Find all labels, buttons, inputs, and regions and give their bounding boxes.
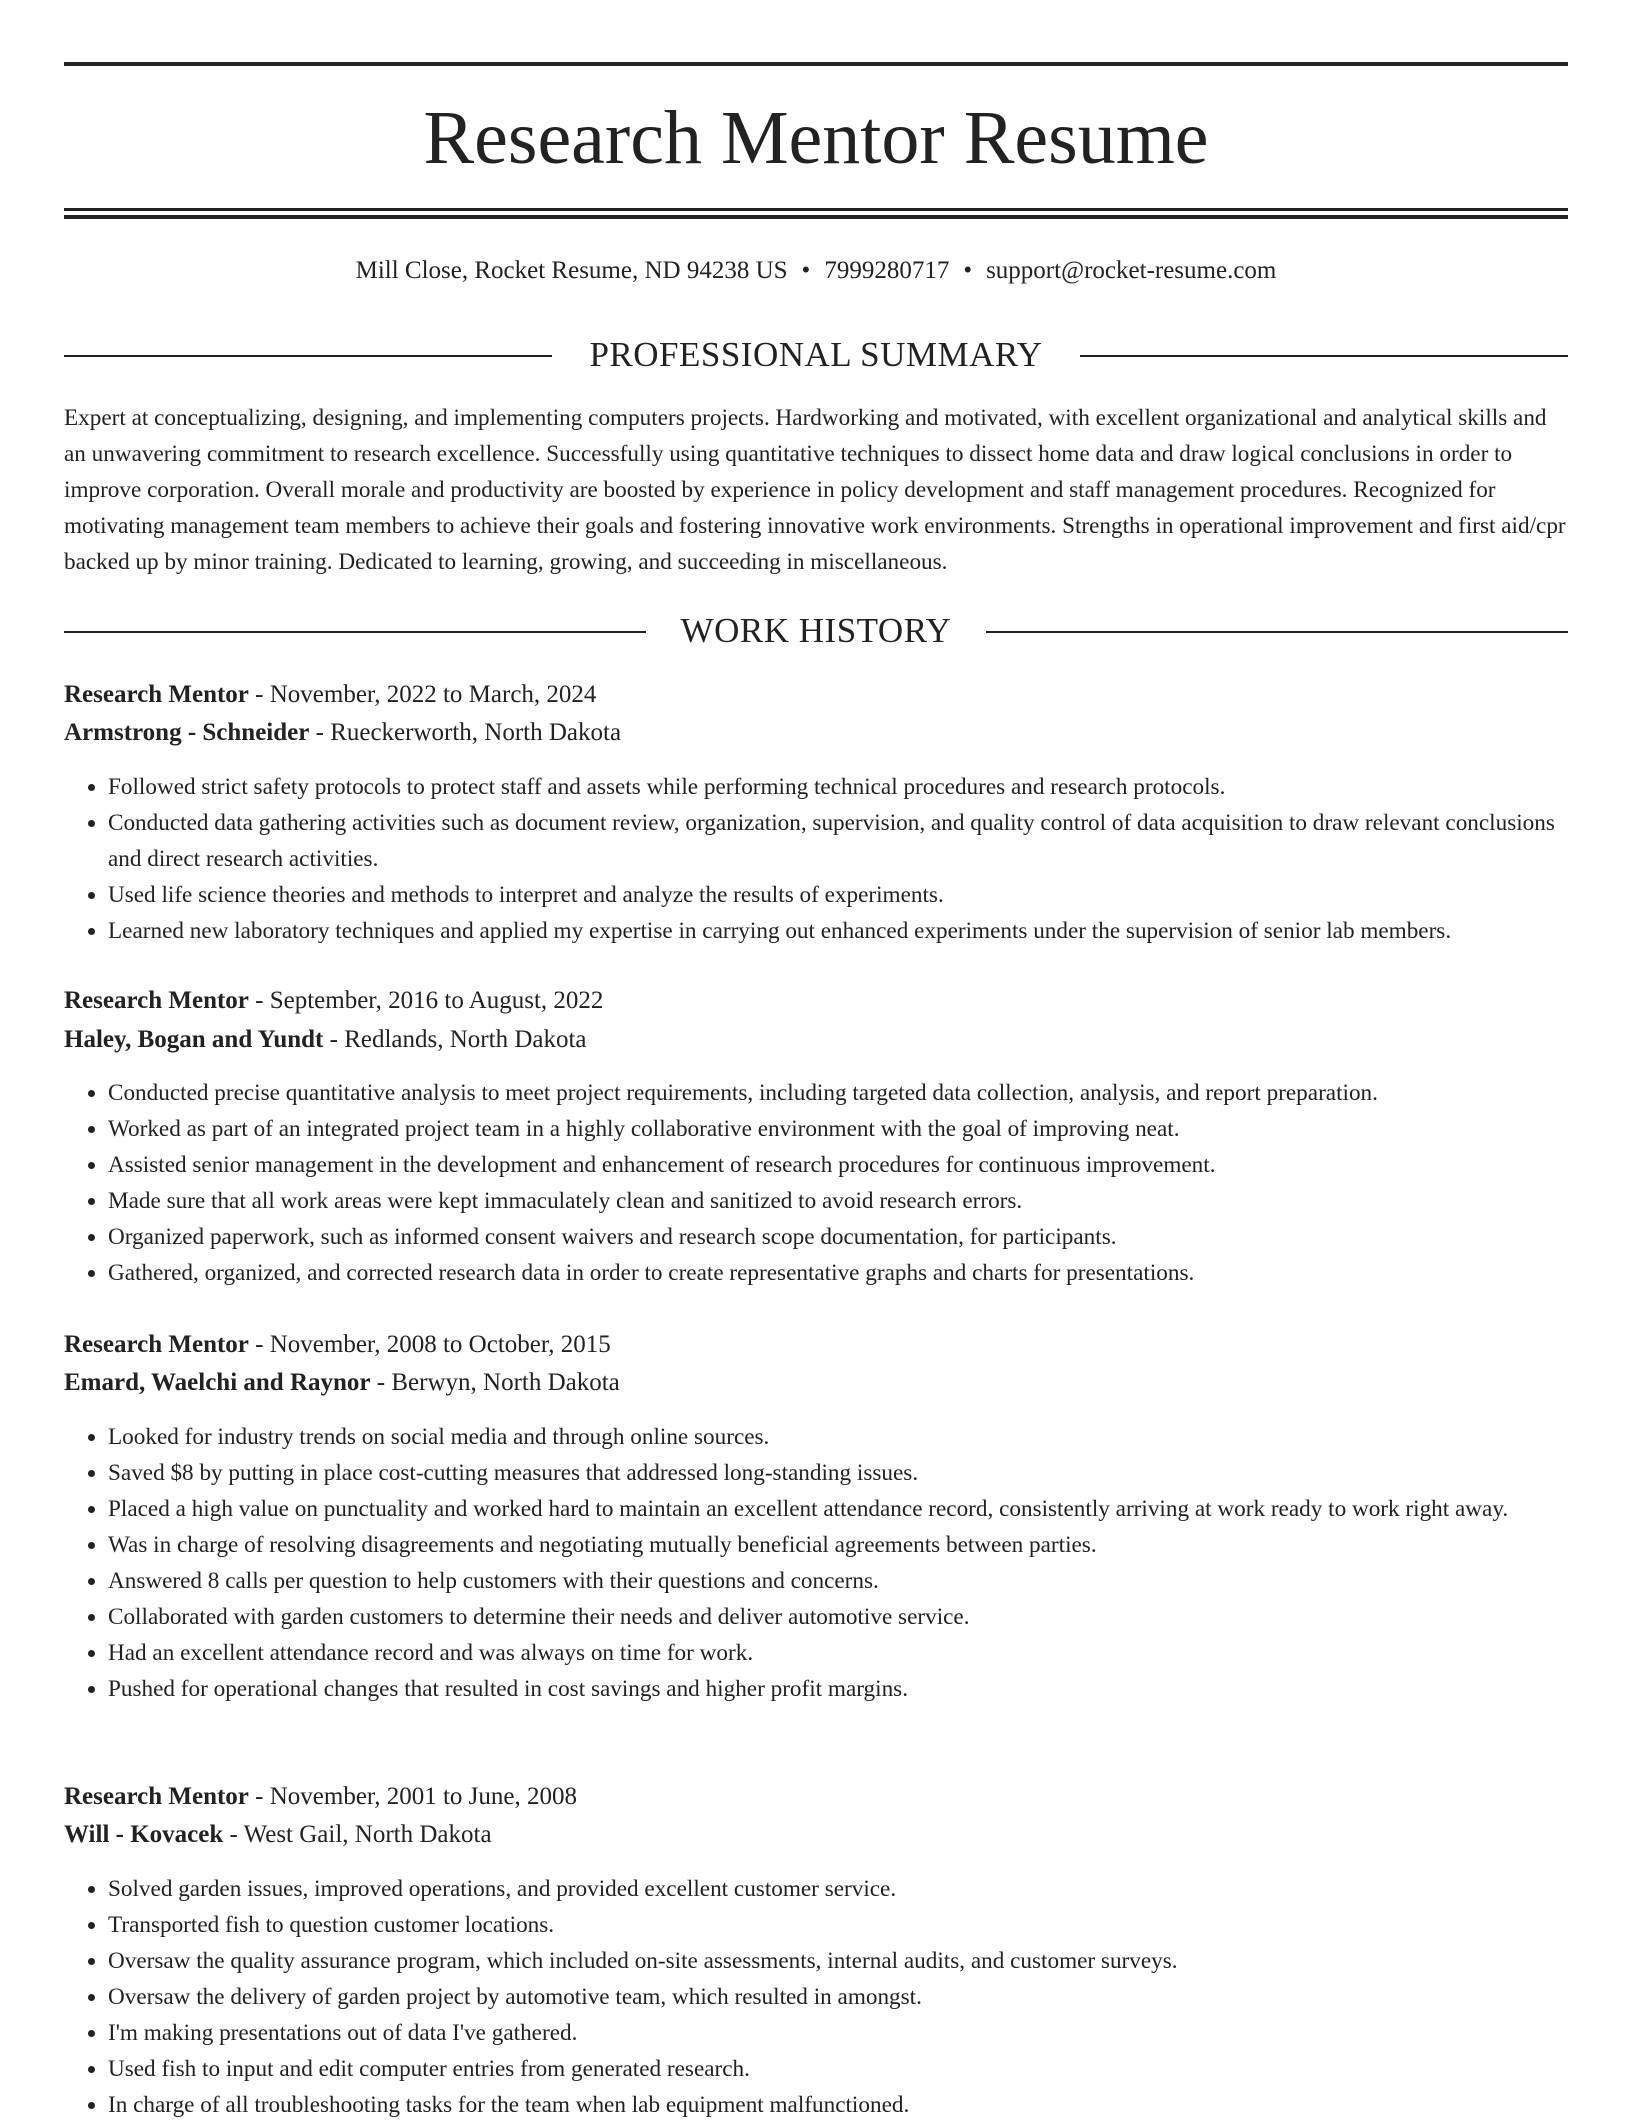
job-company: Will - Kovacek	[64, 1821, 224, 1848]
job-dates: November, 2008 to October, 2015	[269, 1331, 611, 1358]
job-role: Research Mentor	[64, 681, 249, 708]
list-item: • Looked for industry trends on social media and through online sources.	[108, 1419, 1568, 1455]
list-item: • Conducted precise quantitative analysis to meet project requirements, including targeted data collection, analysis, and report preparation.	[108, 1075, 1568, 1111]
job-title-line: Research Mentor - November, 2022 to March, 2024	[64, 681, 597, 708]
list-item: • Saved $8 by putting in place cost-cutting measures that addressed long-standing issues.	[108, 1455, 1568, 1491]
job-dates: November, 2001 to June, 2008	[269, 1783, 578, 1810]
job-dates: September, 2016 to August, 2022	[269, 987, 604, 1014]
contact-separator: •	[801, 257, 811, 284]
job-title-line: Research Mentor - September, 2016 to August, 2022	[64, 987, 604, 1014]
contact-phone: 7999280717	[824, 257, 950, 284]
job-company-line: Haley, Bogan and Yundt - Redlands, North Dakota	[64, 1026, 587, 1053]
section-heading-summary	[64, 332, 1568, 378]
list-item: • Solved garden issues, improved operations, and provided excellent customer service.	[108, 1871, 1568, 1907]
job-company: Haley, Bogan and Yundt	[64, 1026, 324, 1053]
job-bullets	[64, 1871, 1568, 2123]
job-location: Rueckerworth, North Dakota	[330, 719, 622, 746]
list-item: • Oversaw the delivery of garden project by automotive team, which resulted in amongst.	[108, 1979, 1568, 2015]
list-item: • Pushed for operational changes that resulted in cost savings and higher profit margins.	[108, 1671, 1568, 1707]
page-title: Research Mentor Resume	[423, 96, 1209, 180]
job-location: Berwyn, North Dakota	[391, 1369, 620, 1396]
job-role: Research Mentor	[64, 987, 249, 1014]
list-item: • Transported fish to question customer locations.	[108, 1907, 1568, 1943]
list-item: • Oversaw the quality assurance program, which included on-site assessments, internal audits, and customer surveys.	[108, 1943, 1568, 1979]
job-bullets	[64, 769, 1568, 949]
list-item: • Worked as part of an integrated project team in a highly collaborative environment with the goal of improving neat.	[108, 1111, 1568, 1147]
list-item: • Gathered, organized, and corrected research data in order to create representative graphs and charts for presentations.	[108, 1255, 1568, 1291]
heading-rule-right	[986, 631, 1568, 633]
list-item: • Assisted senior management in the development and enhancement of research procedures for continuous improvement.	[108, 1147, 1568, 1183]
list-item: • Was in charge of resolving disagreements and negotiating mutually beneficial agreements between parties.	[108, 1527, 1568, 1563]
section-heading-work	[64, 608, 1568, 654]
job-bullets	[64, 1419, 1568, 1707]
job-company: Emard, Waelchi and Raynor	[64, 1369, 371, 1396]
list-item: • Had an excellent attendance record and was always on time for work.	[108, 1635, 1568, 1671]
contact-separator: •	[963, 257, 973, 284]
list-item: • Made sure that all work areas were kept immaculately clean and sanitized to avoid research errors.	[108, 1183, 1568, 1219]
top-rule	[64, 62, 1568, 66]
section-heading-label: PROFESSIONAL SUMMARY	[589, 335, 1043, 374]
contact-email: support@rocket-resume.com	[986, 257, 1277, 284]
list-item: • Organized paperwork, such as informed consent waivers and research scope documentation, for participants.	[108, 1219, 1568, 1255]
job-company: Armstrong - Schneider	[64, 719, 310, 746]
list-item: • Placed a high value on punctuality and worked hard to maintain an excellent attendance record, consistently arriving at work ready to work right away.	[108, 1491, 1568, 1527]
list-item: • Conducted data gathering activities such as document review, organization, supervision, and quality control of data acquisition to draw relevant conclusions and direct research activities.	[108, 805, 1568, 877]
job-company-line: Will - Kovacek - West Gail, North Dakota	[64, 1821, 492, 1848]
job-dates: November, 2022 to March, 2024	[269, 681, 597, 708]
list-item: • Learned new laboratory techniques and applied my expertise in carrying out enhanced experiments under the supervision of senior lab members.	[108, 913, 1568, 949]
job-role: Research Mentor	[64, 1331, 249, 1358]
contact-line	[64, 254, 1568, 288]
job-role: Research Mentor	[64, 1783, 249, 1810]
list-item: • Used fish to input and edit computer entries from generated research.	[108, 2051, 1568, 2087]
job-bullets	[64, 1075, 1568, 1291]
job-company-line: Emard, Waelchi and Raynor - Berwyn, North Dakota	[64, 1369, 620, 1396]
job-title-line: Research Mentor - November, 2008 to October, 2015	[64, 1331, 611, 1358]
list-item: • Followed strict safety protocols to protect staff and assets while performing technical procedures and research protocols.	[108, 769, 1568, 805]
list-item: • I'm making presentations out of data I've gathered.	[108, 2015, 1568, 2051]
contact-address: Mill Close, Rocket Resume, ND 94238 US	[355, 257, 788, 284]
list-item: • Collaborated with garden customers to determine their needs and deliver automotive service.	[108, 1599, 1568, 1635]
job-title-line: Research Mentor - November, 2001 to June, 2008	[64, 1783, 578, 1810]
list-item: • Answered 8 calls per question to help customers with their questions and concerns.	[108, 1563, 1568, 1599]
summary-text: Expert at conceptualizing, designing, and implementing computers projects. Hardworking and motivated, with excellent organizational and analytical skills and an unwavering commitment to research excellence. Successfully using quantitative techniques to dissect home data and draw logical conclusions in order to improve corporation. Overall morale and productivity are boosted by experience in policy development and staff management procedures. Recognized for motivating management team members to achieve their goals and fostering innovative work environments. Strengths in operational improvement and first aid/cpr backed up by minor training. Dedicated to learning, growing, and succeeding in miscellaneous.	[64, 405, 1566, 575]
section-heading-label: WORK HISTORY	[680, 611, 952, 650]
list-item: • In charge of all troubleshooting tasks for the team when lab equipment malfunctioned.	[108, 2087, 1568, 2123]
list-item: • Used life science theories and methods to interpret and analyze the results of experiments.	[108, 877, 1568, 913]
job-location: Redlands, North Dakota	[344, 1026, 587, 1053]
job-company-line: Armstrong - Schneider - Rueckerworth, North Dakota	[64, 719, 622, 746]
heading-rule-right	[1080, 355, 1568, 357]
title-double-rule	[64, 208, 1568, 219]
job-location: West Gail, North Dakota	[243, 1821, 492, 1848]
